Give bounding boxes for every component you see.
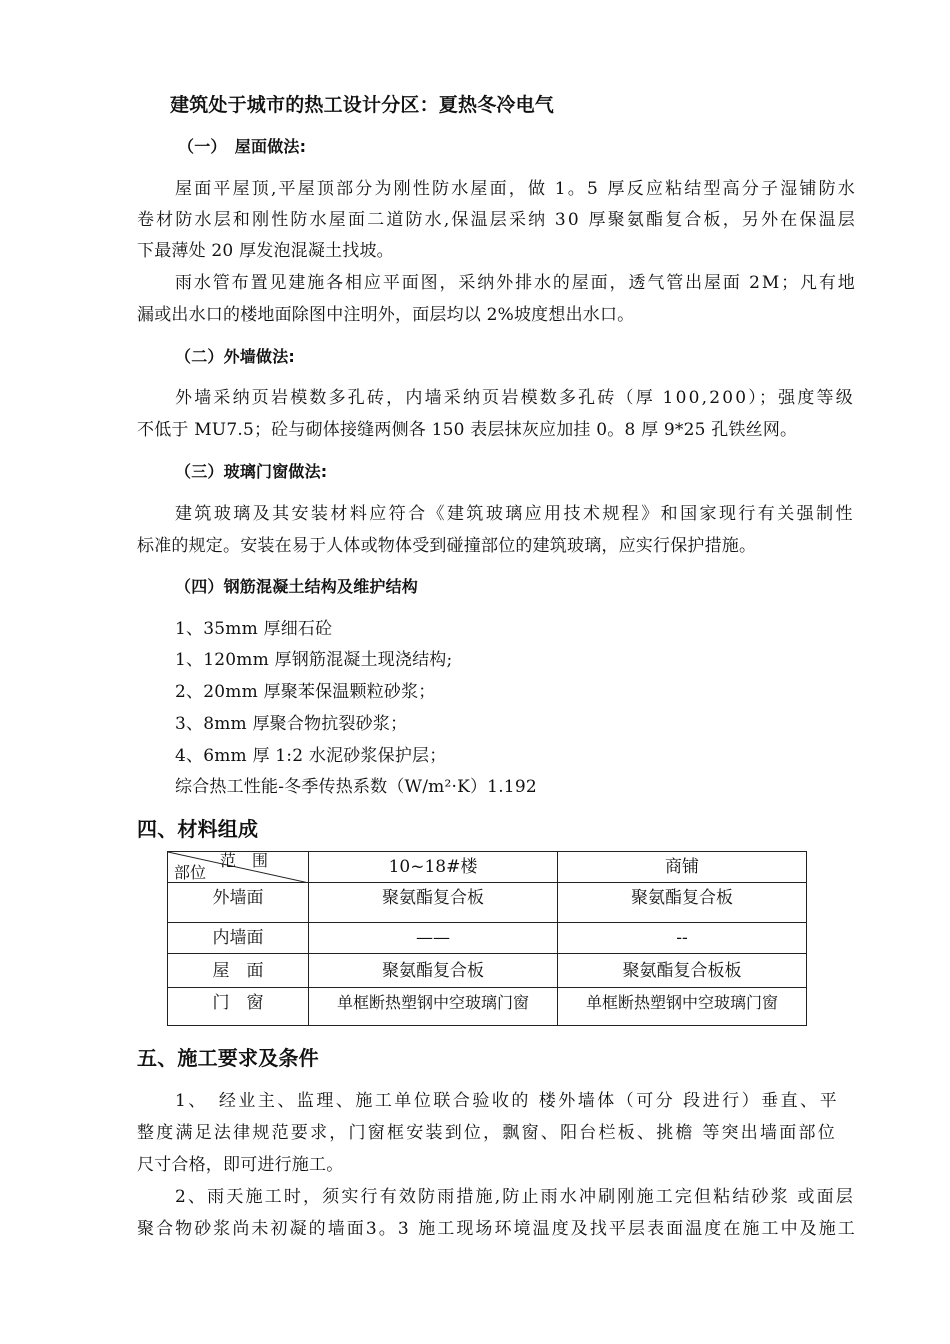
roof-para-1-line-3: 下最薄处 20 厚发泡混凝土找坡。 bbox=[137, 241, 394, 261]
table-row bbox=[168, 883, 807, 923]
row-value: 单框断热塑钢中空玻璃门窗 bbox=[558, 988, 807, 1026]
row-value: —— bbox=[309, 923, 558, 954]
table-row bbox=[168, 988, 807, 1026]
header-col-shop: 商铺 bbox=[558, 852, 807, 883]
row-value: 聚氨酯复合板板 bbox=[558, 954, 807, 988]
roof-para-1-line-2: 卷材防水层和刚性防水屋面二道防水,保温层采纳 30 厚聚氨酯复合板，另外在保温层 bbox=[137, 210, 857, 230]
heading: 建筑处于城市的热工设计分区：夏热冬冷电气 bbox=[170, 94, 555, 116]
row-part: 门 窗 bbox=[168, 988, 309, 1026]
wall-para-line-2: 不低于 MU7.5；砼与砌体接缝两侧各 150 表层抹灰应加挂 0。8 厚 9*25 孔铁丝网。 bbox=[137, 420, 798, 440]
table-header-row bbox=[168, 852, 807, 883]
window-title: （三）玻璃门窗做法: bbox=[175, 462, 328, 481]
materials-title: 四、材料组成 bbox=[137, 817, 259, 841]
construction-para-1-line-2: 整度满足法律规范要求，门窗框安装到位，飘窗、阳台栏板、挑檐 等突出墙面部位 bbox=[137, 1123, 837, 1143]
thermal-coefficient: 综合热工性能-冬季传热系数（W/m²·K）1.192 bbox=[175, 777, 537, 797]
row-part: 外墙面 bbox=[168, 883, 309, 923]
table-row bbox=[168, 923, 807, 954]
wall-para-line-1: 外墙采纳页岩模数多孔砖，内墙采纳页岩模数多孔砖（厚 100,200）；强度等级 bbox=[175, 388, 855, 408]
roof-para-2-line-1: 雨水管布置见建施各相应平面图，采纳外排水的屋面，透气管出屋面 2M；凡有地 bbox=[175, 273, 857, 293]
row-value: 单框断热塑钢中空玻璃门窗 bbox=[309, 988, 558, 1026]
construction-para-1-line-3: 尺寸合格，即可进行施工。 bbox=[137, 1155, 344, 1175]
construction-para-2-line-2: 聚合物砂浆尚未初凝的墙面3。3 施工现场环境温度及找平层表面温度在施工中及施工 bbox=[137, 1219, 857, 1239]
window-para-line-1: 建筑玻璃及其安装材料应符合《建筑玻璃应用技术规程》和国家现行有关强制性 bbox=[175, 504, 855, 524]
header-col-building: 10~18#楼 bbox=[309, 852, 558, 883]
structure-title: （四）钢筋混凝土结构及维护结构 bbox=[175, 577, 419, 596]
row-value: 聚氨酯复合板 bbox=[309, 954, 558, 988]
structure-item: 1、120mm 厚钢筋混凝土现浇结构; bbox=[175, 650, 453, 670]
wall-title: （二）外墙做法: bbox=[175, 347, 295, 366]
row-part: 屋 面 bbox=[168, 954, 309, 988]
structure-item: 2、20mm 厚聚苯保温颗粒砂浆； bbox=[175, 682, 436, 702]
row-value: 聚氨酯复合板 bbox=[309, 883, 558, 923]
structure-item: 3、8mm 厚聚合物抗裂砂浆； bbox=[175, 714, 408, 734]
header-part-label: 部位 bbox=[174, 863, 207, 882]
structure-item: 1、35mm 厚细石砼 bbox=[175, 619, 333, 639]
construction-title: 五、施工要求及条件 bbox=[137, 1046, 319, 1070]
row-value: -- bbox=[558, 923, 807, 954]
row-part: 内墙面 bbox=[168, 923, 309, 954]
roof-para-1-line-1: 屋面平屋顶,平屋顶部分为刚性防水屋面，做 1。5 厚反应粘结型高分子湿铺防水 bbox=[175, 179, 857, 199]
structure-item: 4、6mm 厚 1:2 水泥砂浆保护层； bbox=[175, 746, 447, 766]
roof-title: （一） 屋面做法: bbox=[178, 137, 307, 156]
construction-para-2-line-1: 2、雨天施工时，须实行有效防雨措施,防止雨水冲刷刚施工完但粘结砂浆 或面层 bbox=[175, 1187, 855, 1207]
materials-table bbox=[167, 851, 807, 1026]
table-corner-cell bbox=[168, 852, 309, 883]
construction-para-1-line-1: 1、 经业主、监理、施工单位联合验收的 楼外墙体（可分 段进行）垂直、平 bbox=[175, 1091, 840, 1111]
roof-para-2-line-2: 漏或出水口的楼地面除图中注明外，面层均以 2%坡度想出水口。 bbox=[137, 305, 635, 325]
header-range-label: 范 围 bbox=[219, 851, 268, 870]
table-row bbox=[168, 954, 807, 988]
row-value: 聚氨酯复合板 bbox=[558, 883, 807, 923]
window-para-line-2: 标准的规定。安装在易于人体或物体受到碰撞部位的建筑玻璃，应实行保护措施。 bbox=[137, 536, 757, 556]
